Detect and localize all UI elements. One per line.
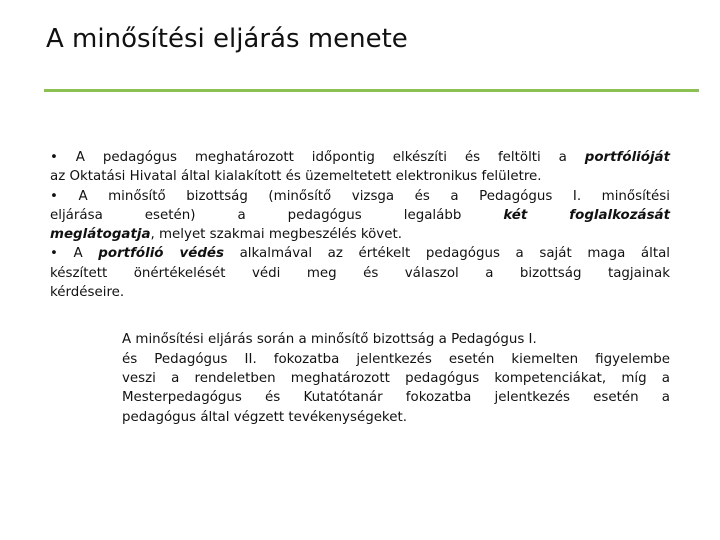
emphasis-text: két xyxy=(503,207,528,223)
bullet-line: • A pedagógus meghatározott időpontig elkészíti és feltölti a portfólióját xyxy=(50,150,670,165)
emphasis-text: meglátogatja xyxy=(50,227,151,243)
competency-paragraph xyxy=(50,330,670,426)
bullet-line: készített önértékelését védi meg és válaszol a bizottság tagjainak xyxy=(50,265,670,281)
bullet-line: kérdéseire. xyxy=(50,285,125,301)
emphasis-text: foglalkozását xyxy=(569,207,670,223)
paragraph-line: pedagógus által végzett tevékenységeket. xyxy=(122,409,407,425)
paragraph-line: és Pedagógus II. fokozatba jelentkezés esetén kiemelten figyelembe xyxy=(122,351,670,367)
bullet-line: eljárása esetén) a pedagógus legalább két foglalkozását xyxy=(50,207,670,223)
paragraph-line: veszi a rendeletben meghatározott pedagógus kompetenciákat, míg a xyxy=(122,370,670,386)
emphasis-text: portfólió védés xyxy=(98,246,224,262)
bullet-portfolio-upload xyxy=(50,148,670,187)
bullet-line: • A minősítő bizottság (minősítő vizsga és a Pedagógus I. minősítési xyxy=(50,188,670,204)
bullet-line: meglátogatja, melyet szakmai megbeszélés követ. xyxy=(50,227,402,243)
paragraph-line: Mesterpedagógus és Kutatótanár fokozatba jelentkezés esetén a xyxy=(122,390,670,406)
paragraph-line: A minősítési eljárás során a minősítő bizottság a Pedagógus I. xyxy=(122,332,537,348)
title-divider xyxy=(44,89,699,92)
bullet-line: az Oktatási Hivatal által kialakított és üzemeltetett elektronikus felületre. xyxy=(50,169,542,185)
emphasis-text: portfólióját xyxy=(584,150,670,165)
slide-body xyxy=(50,148,670,427)
bullet-committee-visit xyxy=(50,187,670,245)
bullet-line: • A portfólió védés alkalmával az értékelt pedagógus a saját maga által xyxy=(50,246,671,262)
bullet-portfolio-defense xyxy=(50,244,670,302)
page-title: A minősítési eljárás menete xyxy=(46,24,408,54)
